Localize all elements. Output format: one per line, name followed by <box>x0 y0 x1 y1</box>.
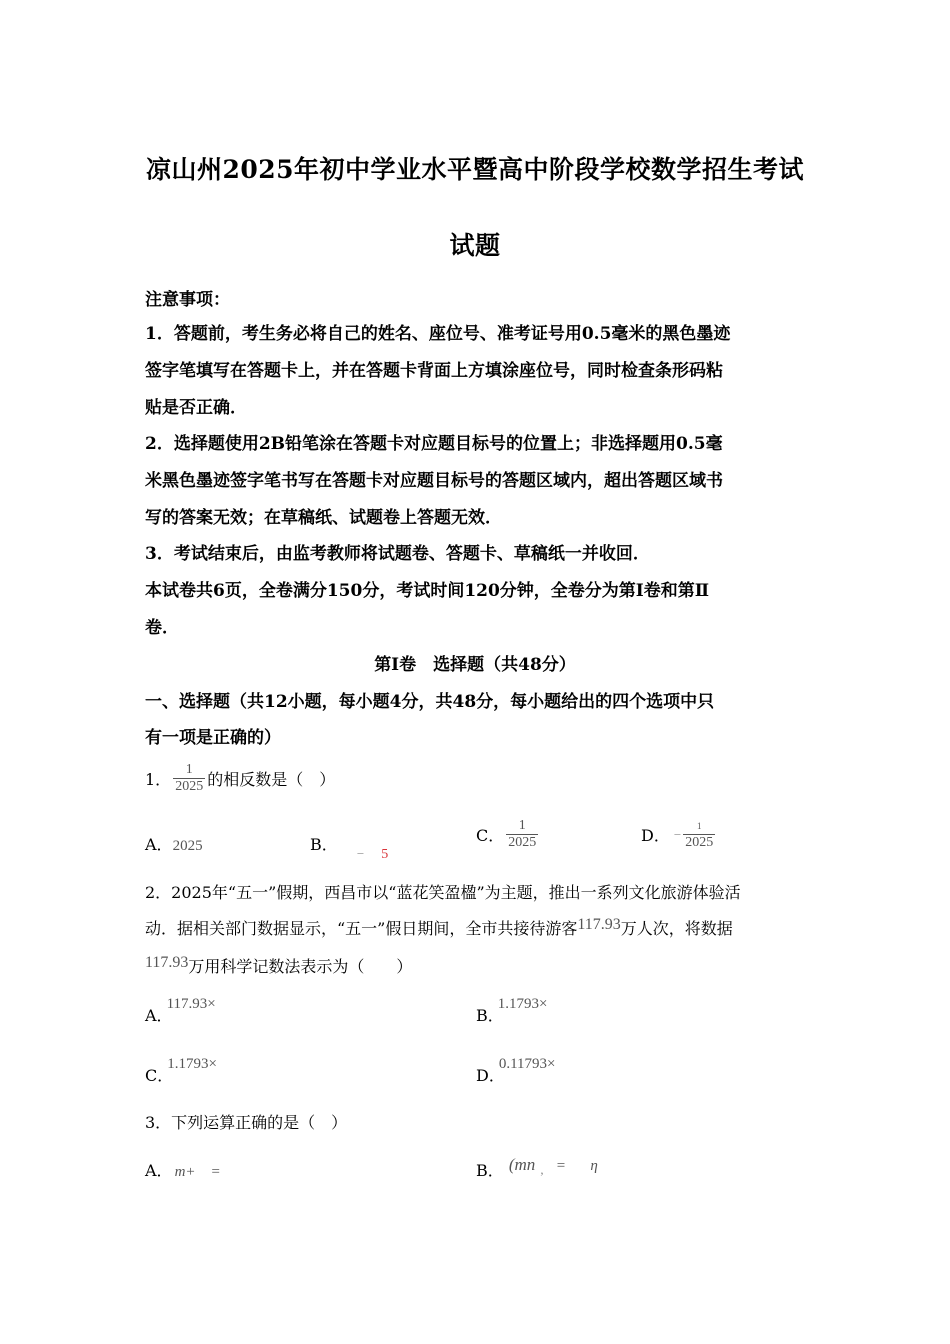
option-label: B． <box>310 835 338 854</box>
q1-option-b <box>310 832 389 862</box>
option-value: 117.93× <box>166 996 216 1012</box>
q2-option-b <box>476 996 553 1026</box>
note-1-line-1: 1．答题前，考生务必将自己的姓名、座位号、准考证号用0.5毫米的黑色墨迹 <box>145 324 731 344</box>
option-value: 2025 <box>172 838 203 854</box>
option-value: 1.1793× <box>497 996 548 1012</box>
question-2-line-1: 2．2025年“五一”假期，西昌市以“蓝花笑盈楹”为主题，推出一系列文化旅游体验活 <box>145 883 741 902</box>
q2-number: 117.93 <box>577 916 621 933</box>
q1-option-a <box>145 832 203 855</box>
fraction-numerator: 1 <box>518 818 526 833</box>
q2-number: 117.93 <box>145 954 189 971</box>
q1-option-c <box>476 818 540 851</box>
fraction-numerator: 1 <box>185 762 193 777</box>
subscript-mark: , <box>540 1162 544 1177</box>
option-label: C． <box>145 1066 174 1085</box>
q1-option-d <box>641 818 717 851</box>
question-2-line-2 <box>145 916 733 939</box>
note-2-line-2: 米黑色墨迹签字笔书写在答题卡对应题目标号的答题区域内，超出答题区域书 <box>145 471 723 491</box>
fraction-denominator: 2025 <box>685 835 714 850</box>
option-rhs: η <box>590 1158 598 1174</box>
question-1 <box>145 762 335 795</box>
q2-text: 万用科学记数法表示为（ ） <box>188 957 413 976</box>
q2-option-d <box>476 1056 562 1086</box>
exam-title-line2: 试题 <box>449 231 501 260</box>
option-label: B． <box>476 1006 504 1025</box>
section-heading-line-1: 一、选择题（共12小题，每小题4分，共48分，每小题给出的四个选项中只 <box>145 692 715 712</box>
notes-heading: 注意事项： <box>145 290 230 310</box>
option-label: C． <box>476 826 505 845</box>
option-label: A． <box>145 1161 173 1180</box>
option-value: 1.1793× <box>167 1056 217 1072</box>
fraction-numerator: 1 <box>696 821 702 831</box>
q2-text: 万人次，将数据 <box>620 919 733 938</box>
note-1-line-2: 签字笔填写在答题卡上，并在答题卡背面上方填涂座位号，同时检查条形码粘 <box>145 361 723 381</box>
option-label: D． <box>476 1066 505 1085</box>
question-2-line-3 <box>145 954 412 977</box>
part-title: 第Ⅰ卷 选择题（共48分） <box>374 655 576 675</box>
option-fraction <box>683 818 715 851</box>
equals-sign: = <box>556 1158 566 1174</box>
option-label: D． <box>641 826 670 845</box>
note-3: 3．考试结束后，由监考教师将试题卷、答题卡、草稿纸一并收回． <box>145 544 650 564</box>
option-label: A． <box>145 1006 173 1025</box>
exam-info-line-1: 本试卷共6页，全卷满分150分，考试时间120分钟，全卷分为第Ⅰ卷和第Ⅱ <box>145 581 710 601</box>
option-expression: (mn <box>508 1155 536 1174</box>
exam-info-line-2: 卷． <box>145 618 179 638</box>
fraction-denominator: 2025 <box>508 835 537 850</box>
option-fraction <box>506 818 538 851</box>
note-2-line-1: 2．选择题使用2B铅笔涂在答题卡对应题目标号的位置上；非选择题用0.5毫 <box>145 434 723 454</box>
q2-option-c <box>145 1056 223 1086</box>
option-value: 5 <box>381 847 389 862</box>
question-1-text: 的相反数是（ ） <box>207 770 336 789</box>
option-value: 0.11793× <box>498 1056 556 1072</box>
q3-option-b <box>476 1155 598 1181</box>
note-1-line-3: 贴是否正确． <box>145 398 247 418</box>
question-1-number: 1． <box>145 770 172 789</box>
option-expression: m+ = <box>174 1164 221 1180</box>
section-heading-line-2: 有一项是正确的） <box>145 728 281 748</box>
fraction-denominator: 2025 <box>175 779 204 794</box>
question-3: 3．下列运算正确的是（ ） <box>145 1113 348 1132</box>
exam-title-line1: 凉山州2025年初中学业水平暨高中阶段学校数学招生考试 <box>145 155 805 184</box>
question-1-fraction <box>173 762 205 795</box>
minus-sign: − <box>673 826 682 842</box>
q2-option-a <box>145 996 222 1026</box>
note-2-line-3: 写的答案无效；在草稿纸、试题卷上答题无效． <box>145 508 502 528</box>
option-label: B． <box>476 1161 504 1180</box>
option-label: A． <box>145 835 173 854</box>
q3-option-a <box>145 1158 221 1181</box>
q2-text: 动．据相关部门数据显示，“五一”假日期间，全市共接待游客 <box>145 919 578 938</box>
minus-sign: − <box>356 846 365 861</box>
